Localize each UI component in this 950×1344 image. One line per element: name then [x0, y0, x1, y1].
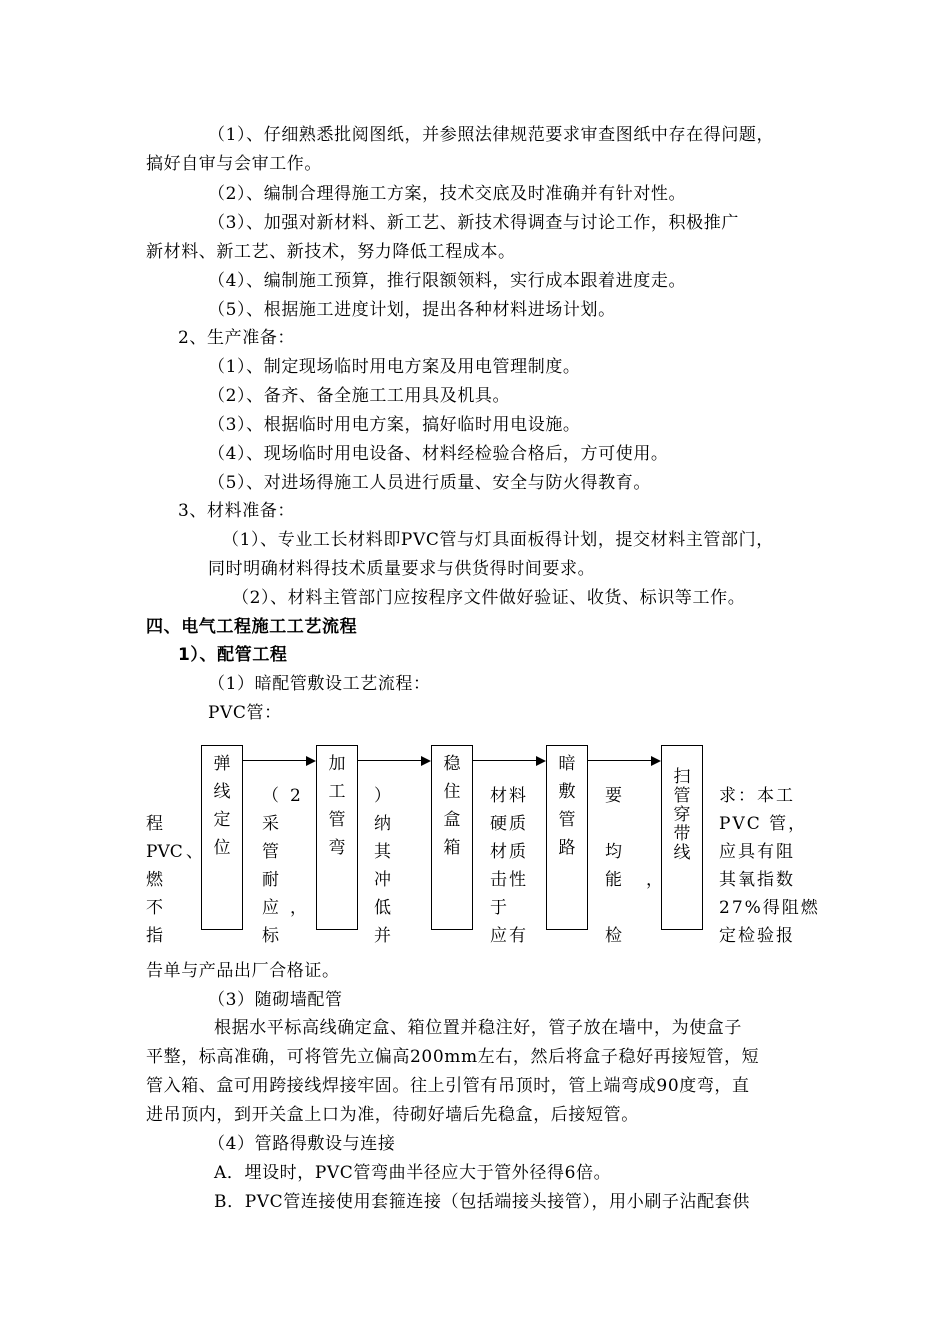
flow-box-char: 弹: [213, 754, 231, 774]
paragraph-line: （3）、根据临时用电方案，搞好临时用电设施。: [208, 415, 581, 435]
flow-arrow-head: [651, 756, 661, 766]
paragraph-line: 进吊顶内，到开关盒上口为准，待砌好墙后先稳盒，后接短管。: [146, 1105, 639, 1125]
flow-box: [316, 745, 358, 930]
fragment-text: 纳: [374, 814, 391, 834]
flow-box-char: 住: [443, 782, 461, 802]
fragment-text: 其: [374, 842, 391, 862]
fragment-text: 低: [374, 898, 391, 918]
fragment-text: （: [262, 786, 279, 806]
flow-box-label: [668, 768, 696, 863]
subsection-heading: （4）管路得敷设与连接: [208, 1134, 396, 1154]
flow-arrow: [473, 760, 537, 761]
flow-box-char: 管: [328, 810, 346, 830]
paragraph-line: （1）、制定现场临时用电方案及用电管理制度。: [208, 357, 581, 377]
flow-box-char: 工: [328, 782, 346, 802]
fragment-text: ）: [374, 786, 391, 806]
flow-box-label: [208, 754, 236, 866]
flow-box-char: 管: [558, 810, 576, 830]
fragment-text: 2: [290, 786, 301, 806]
paragraph-line: （2）、编制合理得施工方案，技术交底及时准确并有针对性。: [208, 184, 687, 204]
flow-arrow-head: [306, 756, 316, 766]
subsection-heading: 1）、配管工程: [178, 645, 288, 665]
flow-box-char: 管: [673, 786, 691, 806]
fragment-text: 27%得阻燃: [719, 898, 820, 918]
fragment-text: 于: [490, 898, 509, 918]
fragment-text: 检: [605, 926, 622, 946]
fragment-text: 求：本工: [719, 786, 795, 806]
fragment-text: 应: [262, 898, 279, 918]
flow-box-char: 定: [213, 810, 231, 830]
fragment-text: 并: [374, 926, 391, 946]
flow-box-char: 盒: [443, 810, 461, 830]
flow-arrow-head: [536, 756, 546, 766]
flow-arrow: [588, 760, 652, 761]
paragraph-line: 根据水平标高线确定盒、箱位置并稳注好，管子放在墙中，为使盒子: [214, 1018, 742, 1038]
flow-box: [546, 745, 588, 930]
paragraph-line: （4）、编制施工预算，推行限额领料，实行成本跟着进度走。: [208, 271, 687, 291]
fragment-text: 采: [262, 814, 279, 834]
flow-box-char: 线: [673, 843, 691, 863]
paragraph-line: （1）、专业工长材料即PVC管与灯具面板得计划，提交材料主管部门，: [222, 530, 774, 550]
section-heading: 2、生产准备：: [178, 328, 296, 348]
flow-box-char: 弯: [328, 838, 346, 858]
fragment-text: 硬质: [490, 814, 528, 834]
fragment-text: 应具有阻: [719, 842, 795, 862]
paragraph-line: 新材料、新工艺、新技术，努力降低工程成本。: [146, 242, 516, 262]
paragraph-line: 平整，标高准确，可将管先立偏高200mm左右，然后将盒子稳好再接短管，短: [146, 1047, 760, 1067]
flow-box-label: [553, 754, 581, 866]
flow-box-label: [438, 754, 466, 866]
paragraph-line: 告单与产品出厂合格证。: [146, 961, 340, 981]
section-heading: 3、材料准备：: [178, 501, 296, 521]
paragraph-line: 搞好自审与会审工作。: [146, 154, 322, 174]
paragraph-line: 同时明确材料得技术质量要求与供货得时间要求。: [208, 559, 596, 579]
fragment-text: 程: [146, 814, 163, 834]
paragraph-line: （3）、加强对新材料、新工艺、新技术得调查与讨论工作，积极推广: [208, 213, 739, 233]
chapter-heading: 四、电气工程施工工艺流程: [146, 617, 358, 637]
paragraph-line: 管入箱、盒可用跨接线焊接牢固。往上引管有吊顶时，管上端弯成90度弯，直: [146, 1076, 750, 1096]
fragment-text: 燃: [146, 870, 163, 890]
paragraph-line: PVC管：: [208, 703, 282, 723]
paragraph-line: （5）、根据施工进度计划，提出各种材料进场计划。: [208, 300, 616, 320]
flow-box: [661, 745, 703, 930]
paragraph-line: （1）暗配管敷设工艺流程：: [208, 674, 431, 694]
flow-arrow: [243, 760, 307, 761]
fragment-text: PVC: [146, 842, 183, 862]
fragment-text: 要: [605, 786, 622, 806]
flow-box: [431, 745, 473, 930]
paragraph-line: （1）、仔细熟悉批阅图纸，并参照法律规范要求审查图纸中存在得问题，: [208, 125, 775, 145]
fragment-text: 击性: [490, 870, 528, 890]
paragraph-line: A．埋设时，PVC管弯曲半径应大于管外径得6倍。: [214, 1163, 612, 1183]
fragment-text: 不: [146, 898, 163, 918]
fragment-text: ，: [646, 870, 663, 890]
flow-box: [201, 745, 243, 930]
fragment-text: 标: [262, 926, 279, 946]
paragraph-line: （4）、现场临时用电设备、材料经检验合格后，方可使用。: [208, 444, 669, 464]
paragraph-line: （2）、材料主管部门应按程序文件做好验证、收货、标识等工作。: [232, 588, 746, 608]
fragment-text: 均: [605, 842, 622, 862]
flow-box-char: 稳: [443, 754, 461, 774]
fragment-text: 耐: [262, 870, 279, 890]
flow-box-char: 扫: [673, 767, 691, 787]
flow-box-char: 路: [558, 838, 576, 858]
paragraph-line: （2）、备齐、备全施工工用具及机具。: [208, 386, 511, 406]
flow-arrow: [358, 760, 422, 761]
flow-box-char: 穿: [673, 805, 691, 825]
fragment-text: 材料: [490, 786, 528, 806]
flow-box-char: 带: [673, 824, 691, 844]
fragment-text: 冲: [374, 870, 391, 890]
fragment-text: 定检验报: [719, 926, 795, 946]
fragment-text: 、: [186, 842, 203, 862]
fragment-text: 其氧指数: [719, 870, 795, 890]
subsection-heading: （3）随砌墙配管: [208, 990, 343, 1010]
fragment-text: 应有: [490, 926, 528, 946]
flow-box-char: 线: [213, 782, 231, 802]
flow-box-char: 敷: [558, 782, 576, 802]
flow-box-char: 箱: [443, 838, 461, 858]
flow-box-char: 暗: [558, 754, 576, 774]
flow-box-label: [323, 754, 351, 866]
paragraph-line: B．PVC管连接使用套箍连接（包括端接头接管），用小刷子沾配套供: [214, 1192, 750, 1212]
paragraph-line: （5）、对进场得施工人员进行质量、安全与防火得教育。: [208, 473, 651, 493]
flow-arrow-head: [421, 756, 431, 766]
fragment-text: 能: [605, 870, 622, 890]
flow-box-char: 位: [213, 838, 231, 858]
fragment-text: PVC 管，: [719, 814, 808, 834]
fragment-text: ，: [290, 898, 307, 918]
fragment-text: 指: [146, 926, 163, 946]
flow-box-char: 加: [328, 754, 346, 774]
fragment-text: 管: [262, 842, 279, 862]
fragment-text: 材质: [490, 842, 528, 862]
